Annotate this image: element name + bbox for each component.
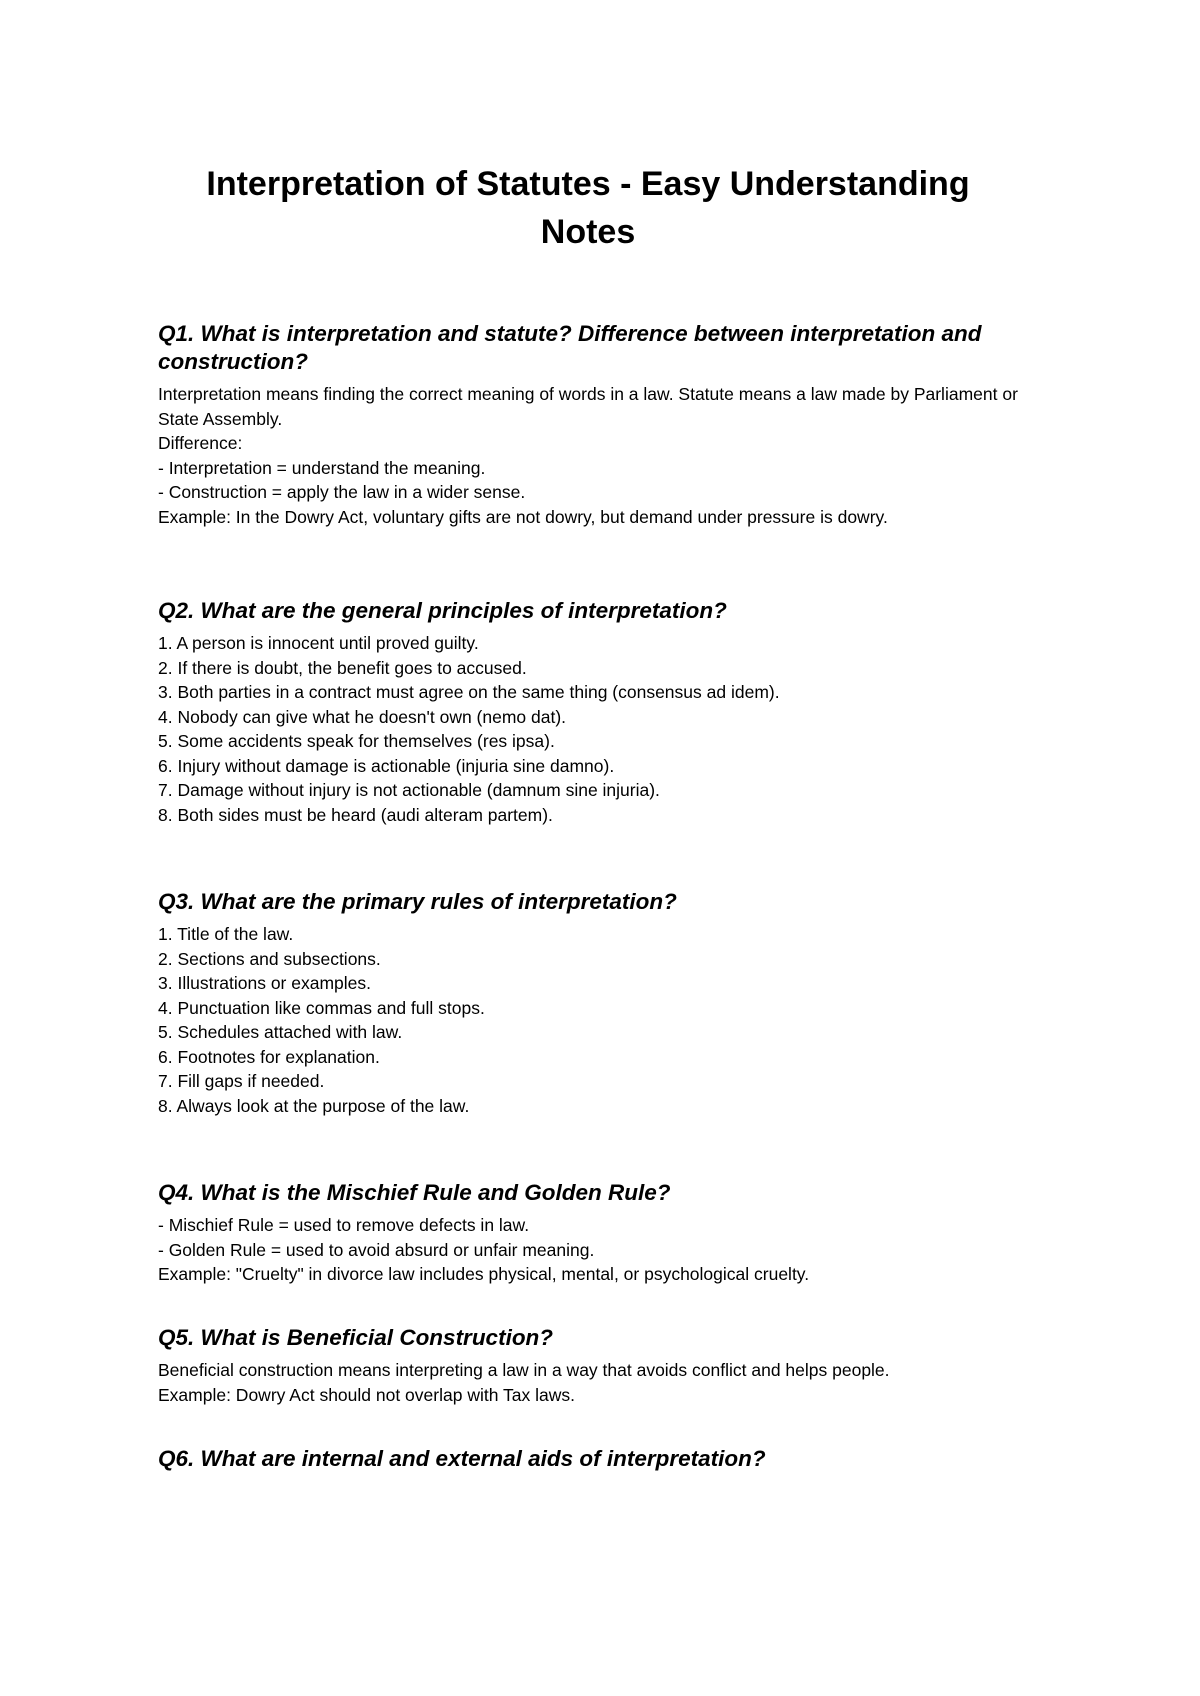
list-item: 6. Injury without damage is actionable (injuria sine damno). bbox=[158, 755, 615, 776]
body-line: Example: Dowry Act should not overlap with Tax laws. bbox=[158, 1384, 575, 1405]
section-heading: Q4. What is the Mischief Rule and Golden Rule? bbox=[158, 1180, 671, 1205]
list-item: 4. Punctuation like commas and full stops. bbox=[158, 997, 485, 1018]
section-heading: Q3. What are the primary rules of interpretation? bbox=[158, 889, 677, 914]
body-line: - Mischief Rule = used to remove defects in law. bbox=[158, 1215, 530, 1235]
list-item: 7. Damage without injury is not actionable (damnum sine injuria). bbox=[158, 780, 660, 800]
section-heading: Q5. What is Beneficial Construction? bbox=[158, 1325, 554, 1350]
section-q5 bbox=[158, 1324, 1058, 1407]
list-item: 4. Nobody can give what he doesn't own (nemo dat). bbox=[158, 706, 567, 727]
list-item: 3. Both parties in a contract must agree on the same thing (consensus ad idem). bbox=[158, 682, 780, 702]
body-line: Example: "Cruelty" in divorce law includes physical, mental, or psychological cruelty. bbox=[158, 1264, 810, 1284]
section-heading: Q6. What are internal and external aids of interpretation? bbox=[158, 1446, 766, 1471]
body-line: - Interpretation = understand the meaning. bbox=[158, 457, 486, 478]
body-line: Interpretation means finding the correct meaning of words in a law. Statute means a law made by Parliament or State Assembly. bbox=[158, 384, 1023, 429]
body-line: - Golden Rule = used to avoid absurd or unfair meaning. bbox=[158, 1239, 595, 1260]
list-item: 8. Always look at the purpose of the law. bbox=[158, 1095, 470, 1116]
section-heading: Q2. What are the general principles of interpretation? bbox=[158, 598, 727, 623]
body-line: Difference: bbox=[158, 433, 243, 453]
section-q3 bbox=[158, 888, 1058, 1118]
list-item: 5. Schedules attached with law. bbox=[158, 1022, 403, 1042]
list-item: 6. Footnotes for explanation. bbox=[158, 1046, 380, 1067]
section-q6 bbox=[158, 1445, 1058, 1479]
list-item: 1. A person is innocent until proved guilty. bbox=[158, 633, 479, 653]
document-page bbox=[158, 160, 1058, 1471]
list-item: 8. Both sides must be heard (audi alteram partem). bbox=[158, 804, 553, 825]
list-item: 2. Sections and subsections. bbox=[158, 948, 381, 969]
list-item: 2. If there is doubt, the benefit goes to accused. bbox=[158, 657, 527, 678]
section-q2 bbox=[158, 597, 1058, 827]
section-q4 bbox=[158, 1179, 1058, 1287]
section-heading: Q1. What is interpretation and statute? Difference between interpretation and construction? bbox=[158, 321, 982, 374]
list-item: 1. Title of the law. bbox=[158, 924, 294, 944]
body-line: Beneficial construction means interpreting a law in a way that avoids conflict and helps people. bbox=[158, 1360, 890, 1380]
body-line: Example: In the Dowry Act, voluntary gifts are not dowry, but demand under pressure is dowry. bbox=[158, 506, 888, 527]
list-item: 3. Illustrations or examples. bbox=[158, 973, 372, 993]
list-item: 7. Fill gaps if needed. bbox=[158, 1071, 325, 1091]
section-q1 bbox=[158, 320, 1058, 529]
document-title: Interpretation of Statutes - Easy Understanding Notes bbox=[206, 165, 970, 251]
body-line: - Construction = apply the law in a wider sense. bbox=[158, 482, 526, 502]
list-item: 5. Some accidents speak for themselves (res ipsa). bbox=[158, 731, 555, 751]
